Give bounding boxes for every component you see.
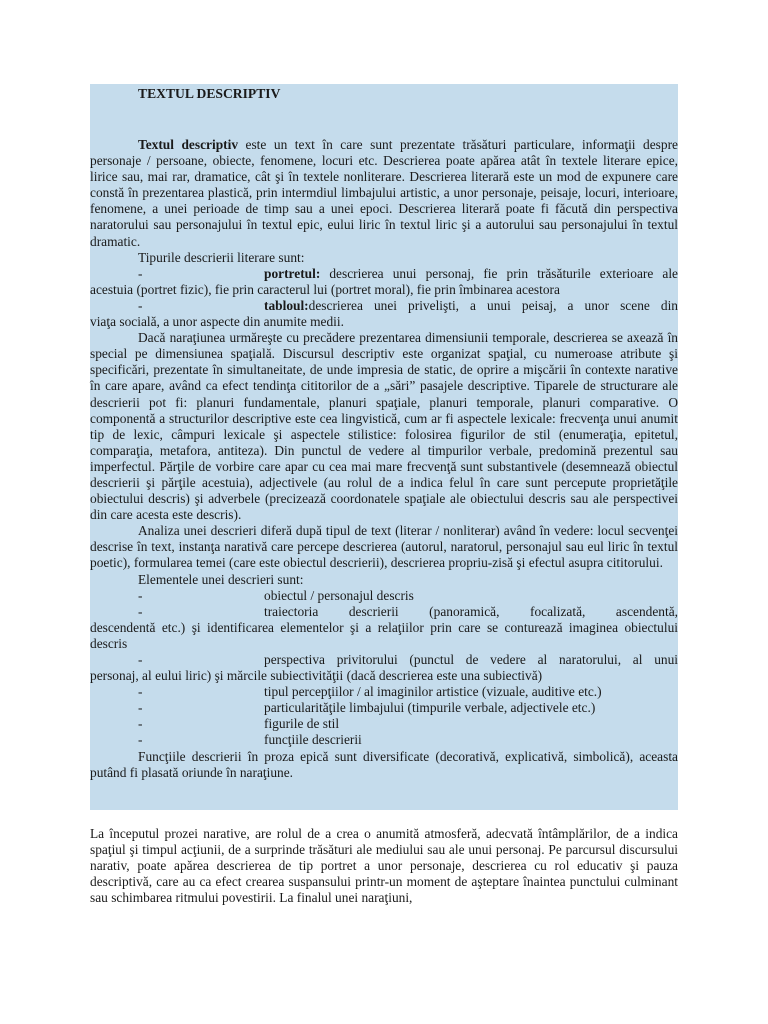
perspective-continuation: personaj, al eului liric) şi mărcile subiectivităţii (dacă descrierea este una subiectivă) <box>90 668 543 684</box>
intro-term: Textul descriptiv <box>138 137 239 152</box>
list-item-language: - particularităţile limbajului (timpurile verbale, adjectivele etc.) <box>90 700 678 716</box>
bullet-dash: - <box>138 732 143 748</box>
elements-heading: Elementele unei descrieri sunt: <box>138 571 304 587</box>
bullet-dash: - <box>138 652 143 667</box>
list-item-trajectory: - traiectoria descrierii (panoramică, focalizată, ascendentă, <box>90 604 678 620</box>
functions-paragraph: Funcţiile descrierii în proza epică sunt diversificate (decorativă, explicativă, simbolică), aceasta putând fi plasată oriunde în naraţiune. <box>90 748 678 780</box>
bullet-dash: - <box>138 603 143 619</box>
portrait-term: portretul: <box>264 265 321 281</box>
bullet-dash: - <box>138 265 143 281</box>
highlighted-content <box>90 86 678 781</box>
body-text-below <box>90 826 678 906</box>
list-item-portrait: - portretul: descrierea unui personaj, fie prin trăsăturile exterioare ale <box>90 266 678 282</box>
narration-paragraph: Dacă naraţiunea urmăreşte cu precădere prezentarea dimensiunii temporale, descrierea se axează în special pe dimensiunea spaţială. Discursul descriptiv este organizat spaţial, cu numeroase atribute şi specificări, prezentate în simultaneitate, de unde impresia de static, de oprire a mişcării în contexte narative în care apare, având ca efect tendinţa cititorilor de a „sări” pasajele descriptive. Tiparele de structurare ale descrierii pot fi: planuri fundamentale, planuri spaţiale, planuri temporale, planuri comparative. O componentă a structurilor descriptive este cea lingvistică, cum ar fi aspectele lexicale: frecvenţa unui anumit tip de lexic, câmpuri lexicale şi aspectele stilistice: folosirea figurilor de stil (enumeraţia, epitetul, comparaţia, metafora, antiteza). Din punctul de vedere al timpurilor verbale, predomină prezentul sau imperfectul. Părţile de vorbire care apar cu cea mai mare frecvenţă sunt substantivele (desemnează obiectul descrierii şi părţile acestuia), adjectivele (au rolul de a indica felul în care sunt percepute proprietăţile obiectului descris) şi adverbele (precizează coordonatele spaţiale ale obiectului descris sau ale perspectivei din care acesta este descris). <box>90 330 678 523</box>
bullet-dash: - <box>138 700 143 716</box>
intro-paragraph: Textul descriptiv este un text în care sunt prezentate trăsături particulare, informaţii despre personaje / persoane, obiecte, fenomene, locuri etc. Descrierea poate apărea atât în textele literare epice, lirice sau, mai rar, dramatice, cât şi în textele nonliterare. Descrierea literară este un mod de expunere care constă în prezentarea plastică, prin intermdiul limbajului artistic, a unor personaje, peisaje, locuri, interioare, fenomene, a unei perioade de timp sau a unei epoci. Descrierea literară poate fi făcută din perspectiva naratorului sau personajului în textul epic, eului liric în textul liric şi a autorului sau personajului în textul dramatic. <box>90 137 678 249</box>
narrative-prose-paragraph: La începutul prozei narative, are rolul de a crea o anumită atmosferă, adecvată întâmplărilor, de a indica spaţiul şi timpul acţiunii, de a surprinde trăsături ale mediului sau ale unui personaj. Pe parcursul discursului narativ, poate apărea descrierea de tip portret a unor personaje, descrierea cu rol educativ şi pauza descriptivă, care au ca efect crearea suspansului printr-un moment de aşteptare înaintea punctului culminant sau schimbarea ritmului povestirii. La finalul unei naraţiuni, <box>90 826 678 906</box>
document-title: TEXTUL DESCRIPTIV <box>138 86 281 101</box>
list-item-perspective: - perspectiva privitorului (punctul de vedere al naratorului, al unui <box>90 652 678 668</box>
list-item-figures: - figurile de stil <box>90 716 678 732</box>
bullet-dash: - <box>138 297 143 313</box>
portrait-continuation: acestuia (portret fizic), fie prin caracterul lui (portret moral), fie prin îmbinarea acestora <box>90 281 560 297</box>
bullet-dash: - <box>138 587 143 603</box>
analysis-paragraph: Analiza unei descrieri diferă după tipul de text (literar / nonliterar) având în vedere: locul secvenţei descrise în text, instanţa narativă care percepe descrierea (autorul, naratorul, personajul sau eul liric în textul poetic), formularea temei (care este obiectul descrierii), descrierea propriu-zisă şi efectul asupra cititorului. <box>90 523 678 571</box>
bullet-dash: - <box>138 684 143 700</box>
tableau-term: tabloul: <box>264 297 309 313</box>
list-item-object: - obiectul / personajul descris <box>90 588 678 604</box>
list-item-tableau: - tabloul:descrierea unei privelişti, a unui peisaj, a unor scene din <box>90 298 678 314</box>
types-heading: Tipurile descrierii literare sunt: <box>138 249 305 265</box>
tableau-continuation: viaţa socială, a unor aspecte din anumite medii. <box>90 314 344 330</box>
list-item-perceptions: - tipul percepţiilor / al imaginilor artistice (vizuale, auditive etc.) <box>90 684 678 700</box>
bullet-dash: - <box>138 716 143 732</box>
list-item-functions: - funcţiile descrierii <box>90 732 678 748</box>
trajectory-continuation: descendentă etc.) şi identificarea elementelor şi a relaţiilor prin care se conturează imaginea obiectului descris <box>90 619 678 651</box>
